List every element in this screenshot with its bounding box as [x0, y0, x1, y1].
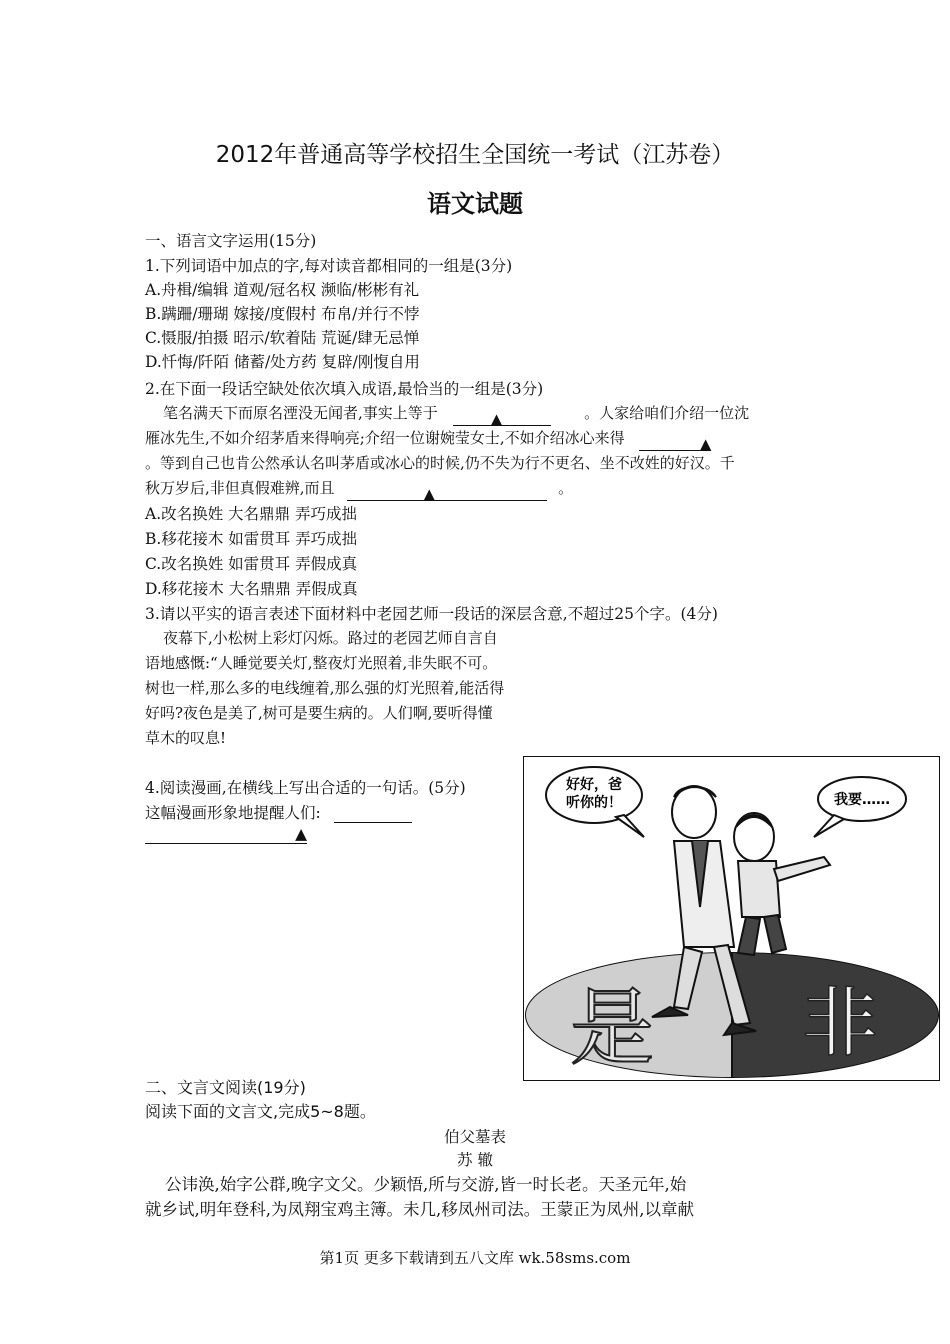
bubble-right-text: 我要……: [834, 792, 890, 808]
q3-stem: 3.请以平实的语言表述下面材料中老园艺师一段话的深层含意,不超过25个字。(4分): [145, 605, 718, 623]
section1-heading: 一、语言文字运用(15分): [145, 232, 317, 250]
q2-option-b: B.移花接木 如雷贯耳 弄巧成拙: [145, 530, 358, 548]
q2-option-a: A.改名换姓 大名鼎鼎 弄巧成拙: [145, 505, 357, 523]
q2-passage-text-2: 雁冰先生,不如介绍茅盾来得响亮;介绍一位谢婉莹女士,不如介绍冰心来得: [145, 429, 625, 447]
q2-passage-text-4b: 。: [558, 479, 574, 497]
q3-material-line-3: 树也一样,那么多的电线缠着,那么强的灯光照着,能活得: [145, 679, 505, 697]
cartoon-image: [523, 756, 940, 1081]
floor-label-right: 非: [802, 978, 878, 1067]
floor-label-left: 是: [569, 979, 655, 1077]
q4-stem: 4.阅读漫画,在横线上写出合适的一句话。(5分): [145, 779, 466, 797]
q4-prompt-text: 这幅漫画形象地提醒人们:: [145, 804, 321, 822]
q2-passage-line-2: [145, 426, 711, 451]
q3-material-line-1: 夜幕下,小松树上彩灯闪烁。路过的老园艺师自言自: [163, 629, 498, 647]
q2-passage-text-1b: 。人家给咱们介绍一位沈: [584, 404, 750, 422]
exam-subtitle: 语文试题: [427, 190, 523, 218]
q2-blank-2[interactable]: [639, 432, 711, 451]
passage-line-1: 公讳涣,始字公群,晚字文父。少颖悟,所与交游,皆一时长老。天圣元年,始: [165, 1175, 687, 1194]
q4-blank-1[interactable]: [334, 804, 412, 823]
q1-option-b: B.蹒跚/珊瑚 嫁接/度假村 布帛/并行不悖: [145, 305, 420, 323]
q2-passage-text-1: 笔名满天下而原名湮没无闻者,事实上等于: [163, 404, 438, 422]
q1-stem: 1.下列词语中加点的字,每对读音都相同的一组是(3分): [145, 257, 513, 275]
q2-blank-3[interactable]: [347, 482, 547, 501]
q3-material-line-2: 语地感慨:“人睡觉要关灯,整夜灯光照着,非失眠不可。: [145, 654, 498, 672]
q2-passage-line-1: [163, 401, 749, 426]
exam-title: 2012年普通高等学校招生全国统一考试（江苏卷）: [215, 142, 735, 168]
q4-answer-line: [145, 825, 307, 844]
blank-marker: ▲: [699, 435, 712, 453]
q4-prompt-line: [145, 801, 412, 823]
blank-marker: ▲: [423, 485, 436, 503]
q2-stem: 2.在下面一段话空缺处依次填入成语,最恰当的一组是(3分): [145, 380, 544, 398]
q2-blank-1[interactable]: [453, 407, 551, 426]
section2-instruction: 阅读下面的文言文,完成5~8题。: [145, 1102, 376, 1121]
q2-option-d: D.移花接木 大名鼎鼎 弄假成真: [145, 580, 358, 598]
passage-author: 苏 辙: [457, 1151, 493, 1169]
passage-title: 伯父墓表: [443, 1128, 506, 1146]
section2-heading: 二、文言文阅读(19分): [145, 1078, 306, 1097]
q1-option-d: D.忏悔/阡陌 储蓄/处方药 复辟/刚愎自用: [145, 353, 420, 371]
q2-passage-line-4: [145, 476, 573, 501]
q3-material-line-4: 好吗?夜色是美了,树可是要生病的。人们啊,要听得懂: [145, 704, 493, 722]
q2-passage-text-3: 。等到自己也肯公然承认名叫茅盾或冰心的时候,仍不失为行不更名、坐不改姓的好汉。千: [145, 454, 735, 472]
bubble-left-line-2: 听你的！: [566, 795, 622, 811]
q3-material-line-5: 草木的叹息!: [145, 729, 227, 747]
q1-option-c: C.慑服/拍摄 昭示/软着陆 荒诞/肆无忌惮: [145, 329, 420, 347]
blank-marker: ▲: [490, 410, 503, 428]
q4-blank-2[interactable]: [145, 825, 307, 844]
page-footer: 第1页 更多下载请到五八文库 wk.58sms.com: [319, 1249, 631, 1267]
blank-marker: ▲: [295, 825, 307, 843]
q2-option-c: C.改名换姓 如雷贯耳 弄假成真: [145, 555, 358, 573]
q1-option-a: A.舟楫/编辑 道观/冠名权 濒临/彬彬有礼: [145, 281, 420, 299]
passage-line-2: 就乡试,明年登科,为凤翔宝鸡主簿。未几,移凤州司法。王蒙正为凤州,以章献: [145, 1200, 694, 1219]
q2-passage-text-4: 秋万岁后,非但真假难辨,而且: [145, 479, 335, 497]
bubble-left-line-1: 好好，爸: [566, 777, 622, 793]
